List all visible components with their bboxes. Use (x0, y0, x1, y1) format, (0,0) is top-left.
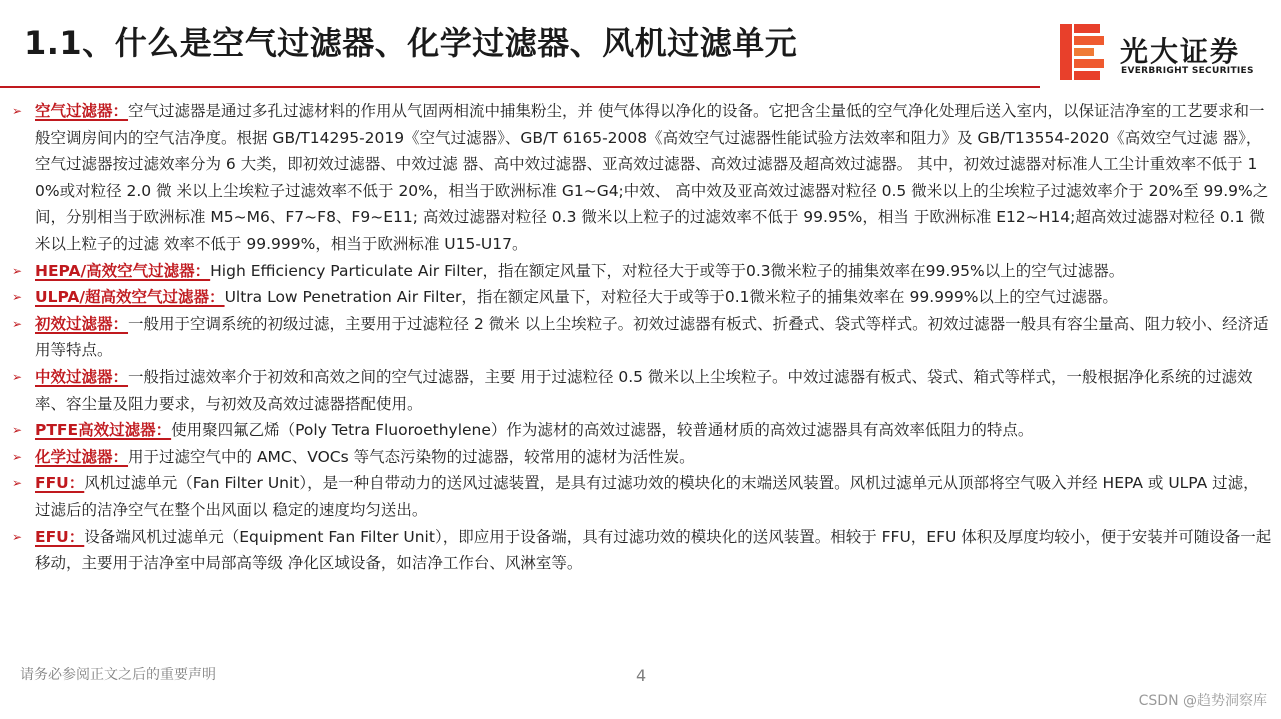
term-description: 风机过滤单元（Fan Filter Unit），是一种自带动力的送风过滤装置，是具有过滤功效的模块化的末端送风装置。风机过滤单元从顶部将空气吸入并经 HEPA 或 ULPA 过滤，过滤后的洁净空气在整个出风面以 稳定的速度均匀送出。 (35, 474, 1259, 519)
term-description: 一般指过滤效率介于初效和高效之间的空气过滤器，主要 用于过滤粒径 0.5 微米以上尘埃粒子。中效过滤器有板式、袋式、箱式等样式，一般根据净化系统的过滤效率、容尘量及阻力要求，与初效及高效过滤器搭配使用。 (35, 367, 1253, 413)
term-description: High Efficiency Particulate Air Filter，指在额定风量下，对粒径大于或等于0.3微米粒子的捕集效率在99.95%以上的空气过滤器。 (210, 261, 1125, 280)
definition-item-primary-filter (8, 311, 1274, 364)
bullet-arrow-icon: ➢ (12, 529, 23, 544)
bullet-arrow-icon: ➢ (12, 104, 23, 118)
definition-list (8, 98, 1274, 577)
page-number: 4 (636, 666, 647, 685)
term-label: ULPA/超高效空气过滤器： (35, 288, 225, 307)
definition-item-ulpa (8, 284, 1274, 311)
term-label: EFU： (35, 527, 85, 546)
term-label: FFU： (35, 474, 85, 493)
definition-item-hepa (8, 258, 1274, 285)
logo-name-cn: 光大证券 (1120, 35, 1241, 68)
term-label: 初效过滤器： (35, 314, 129, 333)
bullet-arrow-icon: ➢ (12, 316, 23, 331)
definition-item-chemical-filter (8, 444, 1274, 471)
bullet-arrow-icon: ➢ (12, 423, 23, 438)
term-description: Ultra Low Penetration Air Filter，指在额定风量下，对粒径大于或等于0.1微米粒子的捕集效率在 99.999%以上的空气过滤器。 (224, 288, 1118, 307)
disclaimer-note: 请务必参阅正文之后的重要声明 (20, 667, 216, 683)
bullet-arrow-icon: ➢ (12, 476, 23, 491)
term-description: 用于过滤空气中的 AMC、VOCs 等气态污染物的过滤器，较常用的滤材为活性炭。 (128, 447, 695, 466)
bullet-arrow-icon: ➢ (12, 263, 23, 278)
definition-item-ffu (8, 470, 1274, 523)
page-title: 1.1、什么是空气过滤器、化学过滤器、风机过滤单元 (24, 24, 798, 62)
term-description: 使用聚四氟乙烯（Poly Tetra Fluoroethylene）作为滤材的高效过滤器，较普通材质的高效过滤器具有高效率低阻力的特点。 (171, 421, 1034, 440)
definition-item-medium-filter (8, 364, 1274, 417)
definition-item-ptfe-filter (8, 417, 1274, 444)
term-label: PTFE高效过滤器： (35, 421, 172, 440)
definition-item-efu (8, 524, 1274, 577)
term-description: 一般用于空调系统的初级过滤，主要用于过滤粒径 2 微米 以上尘埃粒子。初效过滤器有板式、折叠式、袋式等样式。初效过滤器一般具有容尘量高、阻力较小、经济适用等特点。 (35, 314, 1269, 360)
logo-name-en: EVERBRIGHT SECURITIES (1121, 66, 1254, 76)
term-label: 空气过滤器： (35, 102, 129, 120)
everbright-logo-icon (1060, 24, 1104, 80)
term-description: 设备端风机过滤单元（Equipment Fan Filter Unit），即应用于设备端，具有过滤功效的模块化的送风装置。相较于 FFU，EFU 体积及厚度均较小，便于安装并可随设备一起移动，主要用于洁净室中局部高等级 净化区域设备，如洁净工作台、风淋室等。 (35, 527, 1272, 573)
term-label: 化学过滤器： (35, 447, 129, 466)
header-divider (0, 86, 1040, 88)
bullet-arrow-icon: ➢ (12, 290, 23, 305)
bullet-arrow-icon: ➢ (12, 369, 23, 384)
term-label: 中效过滤器： (35, 367, 129, 386)
term-description: 空气过滤器是通过多孔过滤材料的作用从气固两相流中捕集粉尘，并 使气体得以净化的设备。它把含尘量低的空气净化处理后送入室内，以保证洁净室的工艺要求和一般空调房间内的空气洁净度。根据 GB/T14295-2019《空气过滤器》、GB/T 6165-2008《高效空气过滤器性能试验方法效率和阻力》及 GB/T13554-2020《高效空气过滤 器》，空气过滤器按过滤效率分为 6 大类，即初效过滤器、中效过滤 器、高中效过滤器、亚高效过滤器、高效过滤器及超高效过滤器。 其中，初效过滤器对标准人工尘计重效率不低于 10%或对粒径 2.0 微 米以上尘埃粒子过滤效率不低于 20%，相当于欧洲标准 G1~G4;中效、 高中效及亚高效过滤器对粒径 0.5 微米以上的尘埃粒子过滤效率介于 20%至 99.9%之间，分别相当于欧洲标准 M5~M6、F7~F8、F9~E11; 高效过滤器对粒径 0.3 微米以上粒子的过滤效率不低于 99.95%，相当 于欧洲标准 E12~H14;超高效过滤器对粒径 0.1 微米以上粒子的过滤 效率不低于 99.999%，相当于欧洲标准 U15-U17。 (35, 102, 1269, 253)
term-label: HEPA/高效空气过滤器： (35, 261, 211, 280)
bullet-arrow-icon: ➢ (12, 449, 23, 464)
definition-item-air-filter (8, 98, 1274, 258)
source-watermark: CSDN @趋势洞察库 (1138, 693, 1267, 709)
